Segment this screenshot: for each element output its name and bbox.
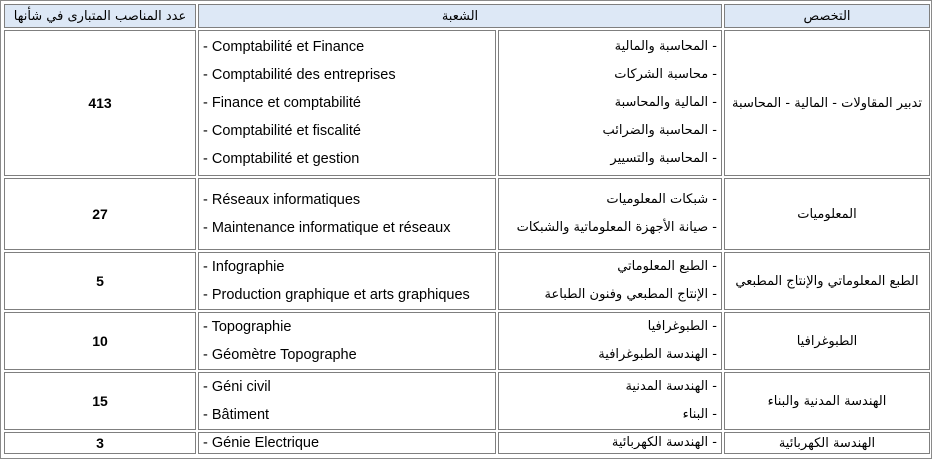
branch-fr-item: - Maintenance informatique et réseaux: [203, 220, 451, 236]
table-row: [4, 252, 930, 310]
branch-fr-cell: [198, 178, 496, 250]
branch-fr-cell: [198, 30, 496, 176]
positions-count: 413: [4, 30, 196, 176]
positions-count: 5: [4, 252, 196, 310]
branch-ar-item: - الهندسة المدنية: [625, 379, 717, 394]
branch-fr-item: - Finance et comptabilité: [203, 95, 361, 111]
branch-ar-cell: [498, 30, 722, 176]
positions-count: 27: [4, 178, 196, 250]
header-row: [4, 4, 930, 28]
specialty-cell: تدبير المقاولات - المالية - المحاسبة: [724, 30, 930, 176]
branch-ar-item: - شبكات المعلوميات: [606, 192, 717, 207]
positions-count: 15: [4, 372, 196, 430]
branch-ar-item: - الهندسة الكهربائية: [611, 435, 717, 450]
branch-ar-cell: [498, 432, 722, 454]
table-row: [4, 312, 930, 370]
branch-fr-item: - Topographie: [203, 319, 292, 335]
table-row: [4, 30, 930, 176]
header-count: عدد المناصب المتبارى في شأنها: [4, 4, 196, 28]
branch-fr-item: - Comptabilité et fiscalité: [203, 123, 361, 139]
table-row: [4, 432, 930, 454]
branch-ar-item: - الطبع المعلوماتي: [617, 259, 717, 274]
branch-fr-item: - Géomètre Topographe: [203, 347, 357, 363]
branch-ar-item: - البناء: [682, 407, 717, 422]
branch-ar-item: - الهندسة الطبوغرافية: [598, 347, 717, 362]
branch-ar-cell: [498, 312, 722, 370]
branch-fr-item: - Comptabilité et Finance: [203, 39, 365, 55]
branch-ar-item: - الإنتاج المطبعي وفنون الطباعة: [544, 287, 717, 302]
branch-ar-item: - المحاسبة والمالية: [614, 39, 717, 54]
branch-fr-cell: [198, 312, 496, 370]
table-row: [4, 178, 930, 250]
branch-fr-item: - Production graphique et arts graphiques: [203, 287, 470, 303]
branch-fr-cell: [198, 372, 496, 430]
branch-fr-item: - Comptabilité des entreprises: [203, 67, 396, 83]
specialty-cell: الطبع المعلوماتي والإنتاج المطبعي: [724, 252, 930, 310]
positions-count: 3: [4, 432, 196, 454]
branch-fr-item: - Géni civil: [203, 379, 271, 395]
branch-fr-item: - Réseaux informatiques: [203, 192, 361, 208]
specialty-cell: الهندسة المدنية والبناء: [724, 372, 930, 430]
specialty-cell: المعلوميات: [724, 178, 930, 250]
branch-ar-item: - المحاسبة والضرائب: [602, 123, 717, 138]
branch-ar-item: - صيانة الأجهزة المعلوماتية والشبكات: [516, 220, 717, 235]
branch-fr-item: - Comptabilité et gestion: [203, 151, 360, 167]
branch-fr-cell: [198, 252, 496, 310]
header-specialty: التخصص: [724, 4, 930, 28]
specialty-cell: الطبوغرافيا: [724, 312, 930, 370]
specialty-cell: الهندسة الكهربائية: [724, 432, 930, 454]
branch-ar-item: - المحاسبة والتسيير: [610, 151, 717, 166]
positions-table: [2, 2, 932, 456]
branch-ar-item: - الطبوغرافيا: [647, 319, 717, 334]
header-branch: الشعبة: [198, 4, 722, 28]
branch-fr-cell: [198, 432, 496, 454]
branch-ar-cell: [498, 178, 722, 250]
branch-ar-cell: [498, 372, 722, 430]
branch-fr-item: - Infographie: [203, 259, 285, 275]
branch-fr-item: - Génie Electrique: [203, 435, 320, 451]
branch-ar-item: - المالية والمحاسبة: [614, 95, 717, 110]
branch-fr-item: - Bâtiment: [203, 407, 270, 423]
branch-ar-cell: [498, 252, 722, 310]
table-row: [4, 372, 930, 430]
branch-ar-item: - محاسبة الشركات: [614, 67, 717, 82]
positions-count: 10: [4, 312, 196, 370]
